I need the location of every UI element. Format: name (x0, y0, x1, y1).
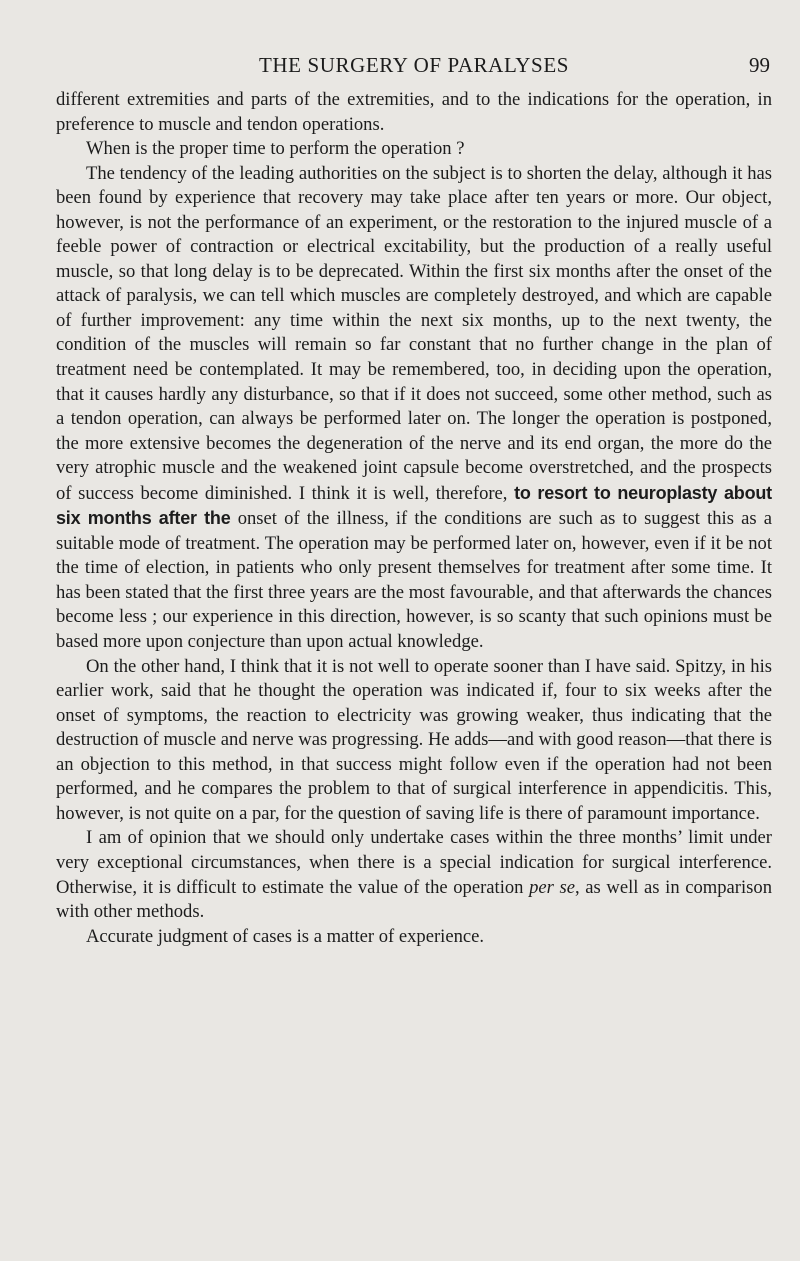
paragraph (56, 826, 772, 924)
paragraph (56, 162, 772, 655)
bold-emphasis: to resort to neuroplasty about six months after the (56, 482, 772, 529)
page-header (56, 48, 772, 82)
paragraph: When is the proper time to perform the operation ? (86, 138, 465, 160)
italic-phrase: per se (529, 876, 575, 898)
paragraph-text: onset of the illness, if the conditions are such as to suggest this as a suitable mode of treatment. The operation may be performed later on, however, even if it be not the time of election, in patients who only present themselves for treatment after some time. It has been stated that the first three years are the most favourable, and that afterwards the chances become less ; our experience in this direction, however, is so scanty that such opinions must be based more upon conjecture than upon actual knowledge. (56, 508, 772, 653)
paragraph: On the other hand, I think that it is not well to operate sooner than I have said. Spitzy, in his earlier work, said that he thought the operation was indicated if, four to six weeks after the onset of symptoms, the reaction to electricity was growing weaker, thus indicating that the destruction of muscle and nerve was progressing. He adds—and with good reason—that there is an objection to this method, in that success might follow even if the operation had not been performed, and he compares the problem to that of surgical interference in appendicitis. This, however, is not quite on a par, for the question of saving life is there of paramount importance. (56, 655, 772, 824)
page-number: 99 (749, 53, 770, 77)
paragraph-text: The tendency of the leading authorities on the subject is to shorten the delay, although it has been found by experience that recovery may take place after ten years or more. Our object, however, is not the performance of an experiment, or the restoration to the injured muscle of a feeble power of contraction or electrical excitability, but the production of a really useful muscle, so that long delay is to be deprecated. Within the first six months after the onset of the attack of paralysis, we can tell which muscles are completely destroyed, and which are capable of further improvement: any time within the next six months, up to the next twenty, the condition of the muscles will remain so far constant that no further change in the plan of treatment need be contemplated. It may be remembered, too, in deciding upon the operation, that it causes hardly any disturbance, so that if it does not succeed, some other method, such as a tendon operation, can always be performed later on. The longer the operation is postponed, the more extensive becomes the degeneration of the nerve and its end organ, the more do the very atrophic muscle and the weakened joint capsule become overstretched, and the prospects of success become diminished. (56, 162, 772, 504)
paragraph-text: I am of opinion that we should only undertake cases within the three months’ limit under very exceptional circumstances, when there is a special indication for surgical interference. Otherwise, it is difficult to estimate the value of the operation (56, 827, 772, 898)
paragraph-text: , as well as in comparison with other methods. (56, 876, 772, 923)
running-head: THE SURGERY OF PARALYSES (258, 53, 570, 77)
paragraph: Accurate judgment of cases is a matter of experience. (86, 925, 485, 947)
paragraph: different extremities and parts of the extremities, and to the indications for the operation, in preference to muscle and tendon operations. (56, 89, 772, 135)
paragraph-text: I think it is well, therefore, (298, 482, 515, 504)
body-text (56, 88, 772, 949)
